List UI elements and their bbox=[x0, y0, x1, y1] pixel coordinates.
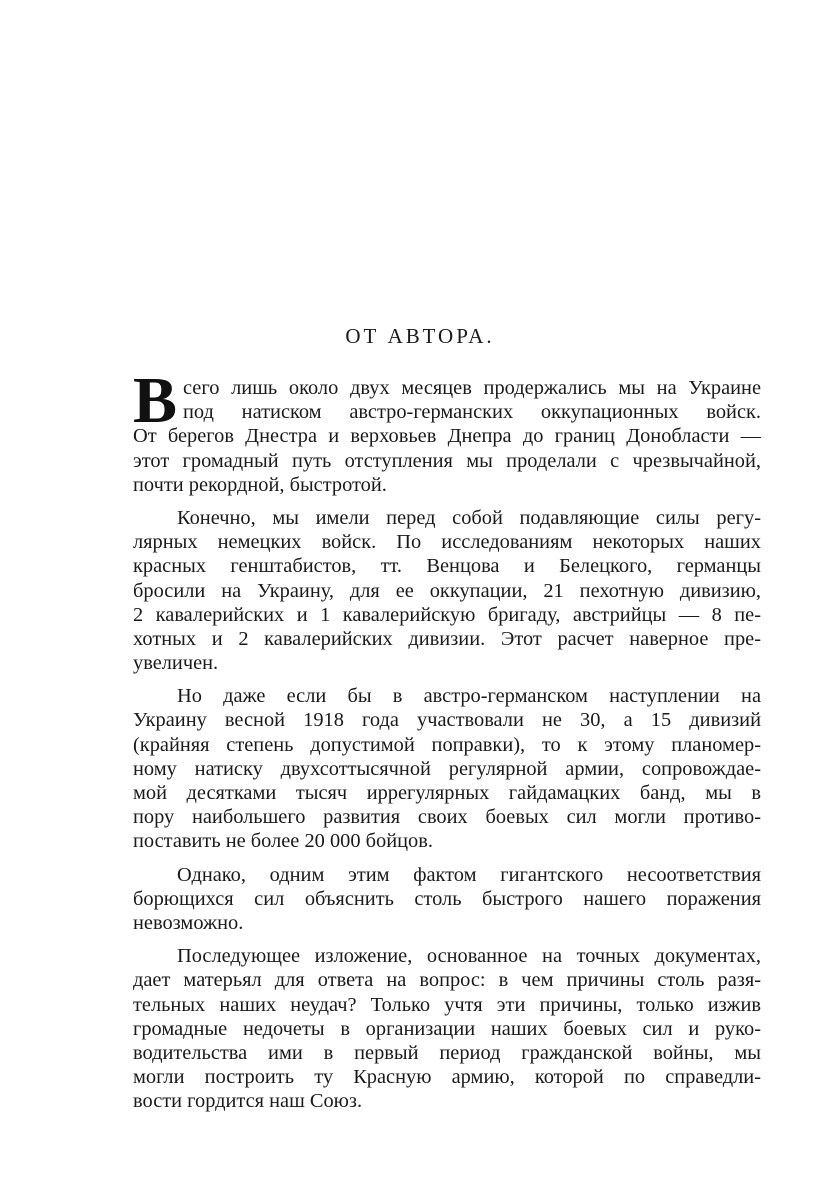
text-line: ному натиску двухсоттысячной регулярной армии, сопровождае- bbox=[133, 757, 761, 780]
text-line: дает матерьял для ответа на вопрос: в чем причины столь разя- bbox=[133, 969, 761, 992]
text-line: Конечно, мы имели перед собой подавляющие силы регу- bbox=[177, 506, 761, 529]
text-line: красных генштабистов, тт. Венцова и Белецкого, германцы bbox=[133, 555, 761, 578]
text-line: пору наибольшего развития своих боевых сил могли противо- bbox=[133, 806, 761, 829]
paragraph-5 bbox=[133, 944, 761, 1113]
text-line: громадные недочеты в организации наших боевых сил и руко- bbox=[133, 1017, 761, 1040]
text-line: сего лишь около двух месяцев продержались мы на Украине bbox=[183, 377, 761, 399]
text-line: тельных наших неудач? Только учтя эти причины, только изжив bbox=[133, 993, 761, 1016]
text-line: водительства ими в первый период гражданской войны, мы bbox=[133, 1041, 761, 1064]
text-line: Украину весной 1918 года участвовали не 30, а 15 дивизий bbox=[133, 709, 761, 732]
text-line: Но даже если бы в австро-германском наступлении на bbox=[177, 685, 761, 708]
text-line: поставить не более 20 000 бойцов. bbox=[133, 830, 433, 853]
text-line: вости гордится наш Союз. bbox=[133, 1090, 363, 1113]
text-line: бросили на Украину, для ее оккупации, 21 пехотную дивизию, bbox=[133, 579, 761, 602]
page-title: ОТ АВТОРА. bbox=[345, 324, 495, 348]
text-line: Однако, одним этим фактом гигантского несоответствия bbox=[177, 863, 761, 886]
text-line: этот громадный путь отступления мы проделали с чрезвычайной, bbox=[133, 449, 761, 472]
text-line: почти рекордной, быстротой. bbox=[133, 473, 387, 496]
text-line: (крайняя степень допустимой поправки), то к этому планомер- bbox=[133, 733, 761, 756]
text-line: хотных и 2 кавалерийских дивизии. Этот расчет наверное пре- bbox=[133, 627, 761, 650]
drop-cap: В bbox=[133, 364, 178, 437]
text-line: От берегов Днестра и верховьев Днепра до границ Донобласти — bbox=[133, 425, 761, 448]
body-text bbox=[133, 376, 761, 1113]
text-line: 2 кавалерийских и 1 кавалерийскую бригаду, австрийцы — 8 пе- bbox=[133, 603, 761, 626]
paragraph-1 bbox=[133, 376, 761, 497]
text-line: могли построить ту Красную армию, которой по справедли- bbox=[133, 1066, 761, 1089]
text-line: лярных немецких войск. По исследованиям некоторых наших bbox=[133, 531, 761, 554]
text-line: мой десятками тысяч иррегулярных гайдамацких банд, мы в bbox=[133, 782, 761, 804]
text-line: невозможно. bbox=[133, 911, 244, 934]
text-line: под натиском австро-германских оккупационных войск. bbox=[183, 401, 761, 424]
text-line: Последующее изложение, основанное на точных документах, bbox=[177, 945, 761, 968]
paragraph-2 bbox=[133, 506, 761, 675]
paragraph-4 bbox=[133, 863, 761, 936]
paragraph-3 bbox=[133, 684, 761, 853]
text-line: увеличен. bbox=[133, 652, 219, 675]
text-line: борющихся сил объяснить столь быстрого нашего поражения bbox=[133, 887, 761, 910]
